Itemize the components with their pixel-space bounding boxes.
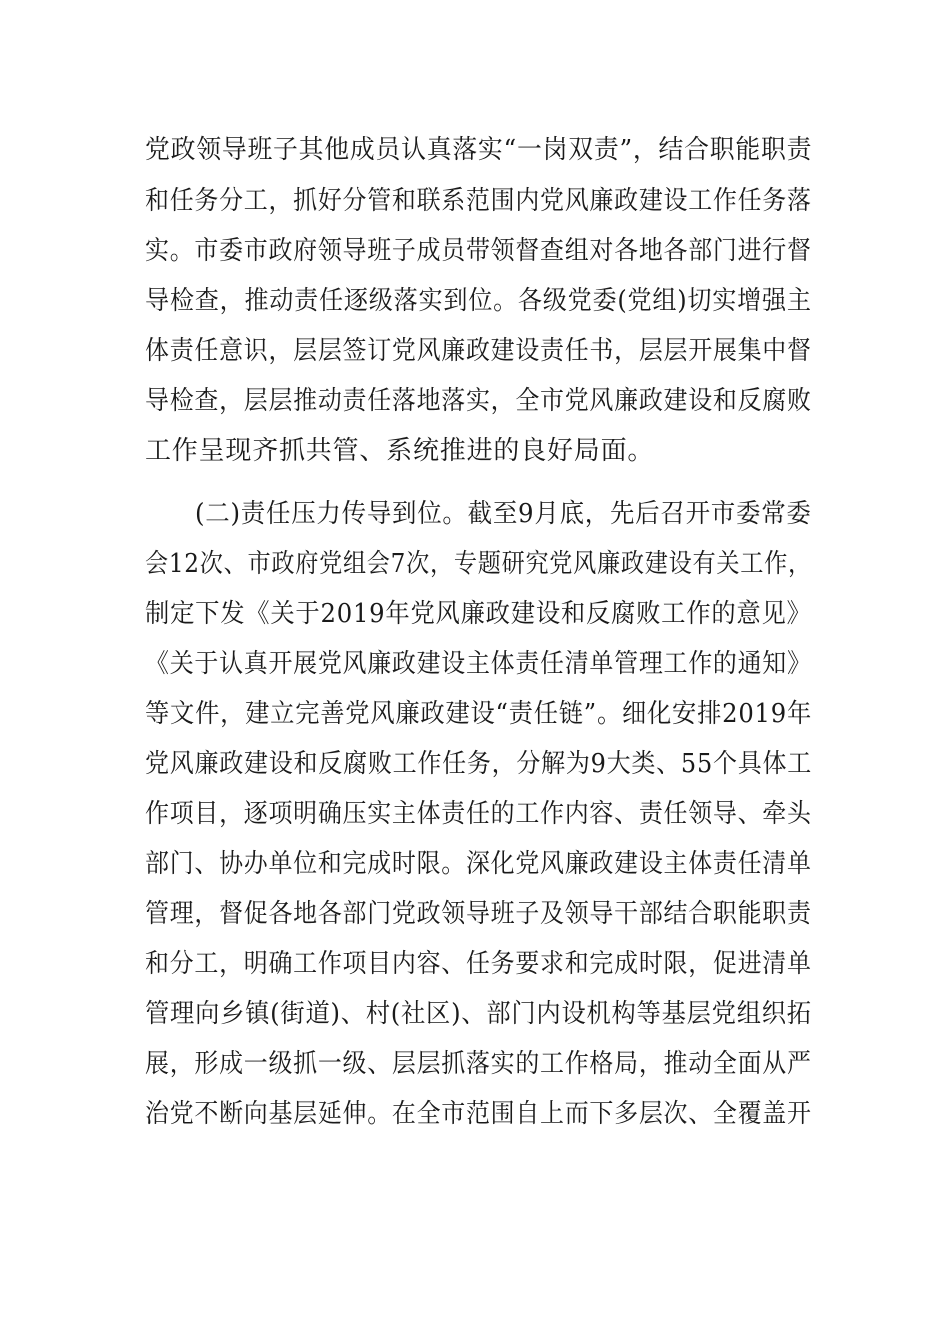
paragraph-2-line-6: 党风廉政建设和反腐败工作任务，分解为9大类、55个具体工 <box>145 749 813 779</box>
paragraph-2-line-5: 等文件，建立完善党风廉政建设“责任链”。细化安排2019年 <box>145 699 812 729</box>
paragraph-2-line-4: 《关于认真开展党风廉政建设主体责任清单管理工作的通知》 <box>145 649 812 679</box>
paragraph-2-line-3: 制定下发《关于2019年党风廉政建设和反腐败工作的意见》 <box>145 599 812 629</box>
paragraph-1-line-3: 实。市委市政府领导班子成员带领督查组对各地各部门进行督 <box>145 236 812 266</box>
paragraph-2-line-1: (二)责任压力传导到位。截至9月底，先后召开市委常委 <box>195 499 812 529</box>
paragraph-2-line-7: 作项目，逐项明确压实主体责任的工作内容、责任领导、牵头 <box>145 799 812 829</box>
paragraph-1-line-5: 体责任意识，层层签订党风廉政建设责任书，层层开展集中督 <box>145 336 812 366</box>
paragraph-2-line-9: 管理，督促各地各部门党政领导班子及领导干部结合职能职责 <box>145 899 812 929</box>
paragraph-2-line-2: 会12次、市政府党组会7次，专题研究党风廉政建设有关工作， <box>145 549 812 579</box>
paragraph-2-line-10: 和分工，明确工作项目内容、任务要求和完成时限，促进清单 <box>145 949 812 979</box>
paragraph-2-line-12: 展，形成一级抓一级、层层抓落实的工作格局，推动全面从严 <box>145 1049 812 1079</box>
paragraph-1-line-7: 工作呈现齐抓共管、系统推进的良好局面。 <box>145 436 655 466</box>
paragraph-2-line-8: 部门、协办单位和完成时限。深化党风廉政建设主体责任清单 <box>145 849 812 879</box>
paragraph-1-line-4: 导检查，推动责任逐级落实到位。各级党委(党组)切实增强主 <box>145 286 812 316</box>
paragraph-1-line-6: 导检查，层层推动责任落地落实，全市党风廉政建设和反腐败 <box>145 386 812 416</box>
paragraph-2-line-13: 治党不断向基层延伸。在全市范围自上而下多层次、全覆盖开 <box>145 1099 812 1129</box>
paragraph-2-line-11: 管理向乡镇(街道)、村(社区)、部门内设机构等基层党组织拓 <box>145 999 812 1029</box>
paragraph-1-line-2: 和任务分工，抓好分管和联系范围内党风廉政建设工作任务落 <box>145 186 812 216</box>
paragraph-1-line-1: 党政领导班子其他成员认真落实“一岗双责”，结合职能职责 <box>145 135 813 165</box>
